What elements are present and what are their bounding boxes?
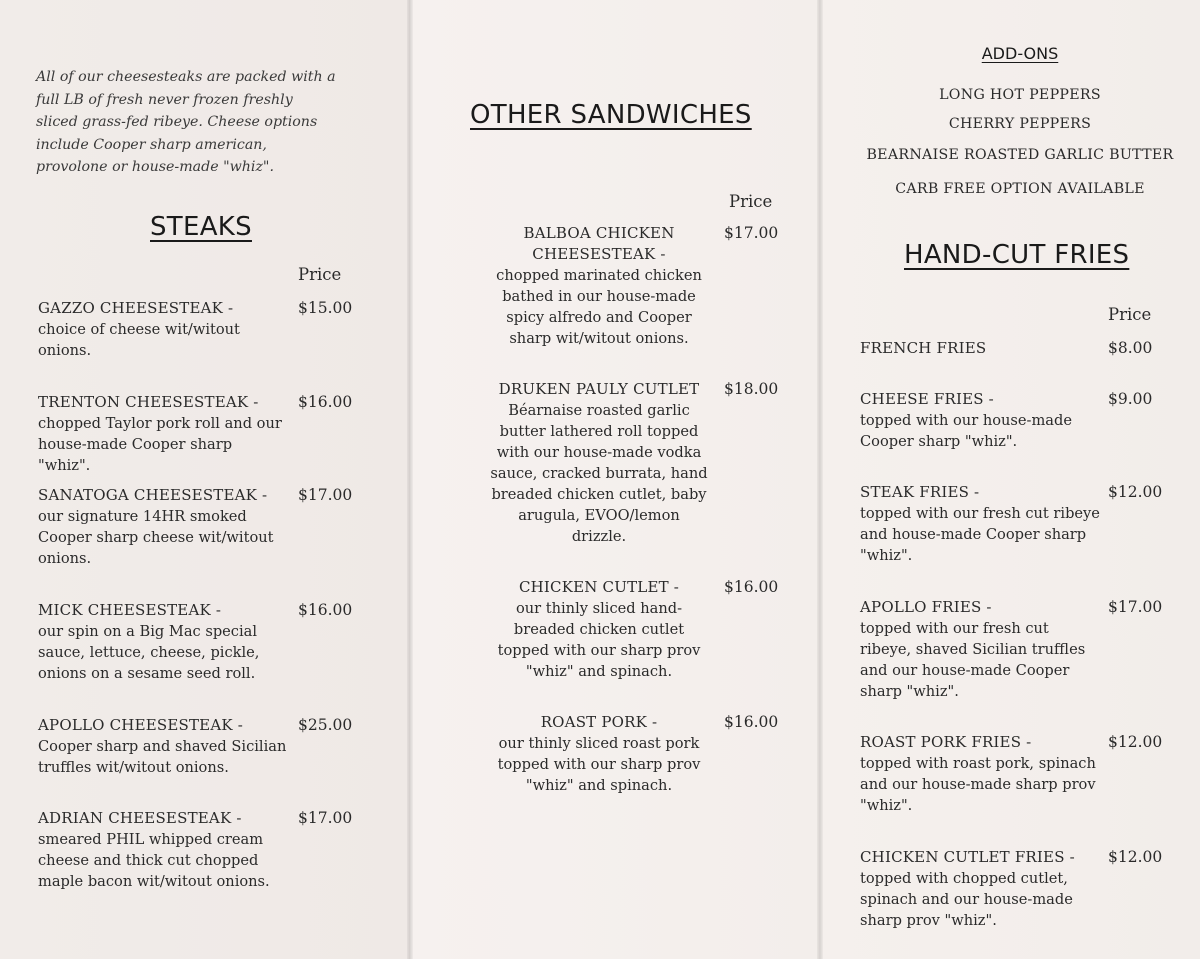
item-price: $25.00 bbox=[298, 716, 353, 734]
menu-item bbox=[860, 732, 1163, 816]
menu-item bbox=[38, 715, 353, 778]
item-description: topped with our fresh cut ribeye, shaved Sicilian truffles and our house-made Cooper sharp "whiz". bbox=[860, 620, 1086, 700]
item-description: chopped marinated chicken bathed in our house-made spicy alfredo and Cooper sharp wit/witout onions. bbox=[496, 267, 702, 347]
item-name: CHICKEN CUTLET - bbox=[518, 578, 680, 596]
item-description: choice of cheese wit/witout onions. bbox=[38, 321, 240, 359]
item-name: GAZZO CHEESESTEAK - bbox=[38, 299, 234, 317]
item-price: $16.00 bbox=[298, 393, 353, 411]
menu-item bbox=[38, 485, 353, 569]
item-description: our spin on a Big Mac special sauce, lettuce, cheese, pickle, onions on a sesame seed roll. bbox=[38, 623, 260, 682]
item-name: CHICKEN CUTLET FRIES - bbox=[860, 848, 1075, 866]
sandwiches-heading: OTHER SANDWICHES bbox=[470, 100, 752, 130]
fold-crease bbox=[407, 0, 413, 959]
item-name: MICK CHEESESTEAK - bbox=[38, 601, 222, 619]
item-price: $15.00 bbox=[298, 299, 353, 317]
menu-item bbox=[38, 600, 353, 684]
menu-item bbox=[38, 298, 353, 361]
fries-price-header: Price bbox=[1108, 305, 1152, 324]
menu-item bbox=[490, 577, 779, 682]
item-name: APOLLO CHEESESTEAK - bbox=[38, 716, 243, 734]
item-price: $16.00 bbox=[298, 601, 353, 619]
item-name: BALBOA CHICKEN CHEESESTEAK - bbox=[523, 224, 675, 263]
item-description: our thinly sliced hand-breaded chicken cutlet topped with our sharp prov "whiz" and spinach. bbox=[497, 600, 701, 680]
item-description: smeared PHIL whipped cream cheese and thick cut chopped maple bacon wit/witout onions. bbox=[38, 831, 270, 890]
item-price: $17.00 bbox=[724, 224, 779, 242]
addon-item: LONG HOT PEPPERS bbox=[939, 87, 1101, 103]
item-name: SANATOGA CHEESESTEAK - bbox=[38, 486, 268, 504]
item-description: topped with our fresh cut ribeye and house-made Cooper sharp "whiz". bbox=[860, 505, 1100, 564]
menu-item bbox=[860, 389, 1153, 452]
menu-item bbox=[860, 338, 1153, 359]
addons-heading: ADD-ONS bbox=[981, 44, 1059, 63]
steaks-price-header: Price bbox=[298, 265, 342, 284]
menu-item bbox=[490, 223, 779, 349]
menu-item bbox=[38, 808, 353, 892]
item-price: $17.00 bbox=[298, 809, 353, 827]
item-price: $12.00 bbox=[1108, 483, 1163, 501]
item-description: topped with chopped cutlet, spinach and our house-made sharp prov "whiz". bbox=[860, 870, 1073, 929]
menu-item bbox=[860, 482, 1163, 566]
item-name: ROAST PORK - bbox=[540, 713, 658, 731]
sandwiches-price-header: Price bbox=[729, 192, 773, 211]
item-price: $12.00 bbox=[1108, 848, 1163, 866]
addon-item: CARB FREE OPTION AVAILABLE bbox=[895, 181, 1145, 197]
item-name: ADRIAN CHEESESTEAK - bbox=[38, 809, 242, 827]
menu-item bbox=[490, 712, 779, 796]
item-name: APOLLO FRIES - bbox=[860, 598, 992, 616]
item-price: $16.00 bbox=[724, 713, 779, 731]
item-description: topped with roast pork, spinach and our house-made sharp prov "whiz". bbox=[860, 755, 1096, 814]
steaks-heading: STEAKS bbox=[150, 212, 252, 242]
item-description: Cooper sharp and shaved Sicilian truffles wit/witout onions. bbox=[38, 738, 287, 776]
item-description: our signature 14HR smoked Cooper sharp cheese wit/witout onions. bbox=[38, 508, 274, 567]
item-price: $8.00 bbox=[1108, 339, 1153, 357]
menu-item bbox=[860, 597, 1163, 702]
item-description: our thinly sliced roast pork topped with our sharp prov "whiz" and spinach. bbox=[497, 735, 701, 794]
item-description: topped with our house-made Cooper sharp "whiz". bbox=[860, 412, 1072, 450]
item-description: Béarnaise roasted garlic butter lathered roll topped with our house-made vodka sauce, cracked burrata, hand breaded chicken cutlet, baby arugula, EVOO/lemon drizzle. bbox=[490, 402, 708, 545]
intro-text: All of our cheesesteaks are packed with a full LB of fresh never frozen freshly sliced grass-fed ribeye. Cheese options include Cooper sharp american, provolone or house-made "whiz". bbox=[36, 69, 336, 176]
item-name: TRENTON CHEESESTEAK - bbox=[38, 393, 259, 411]
item-price: $17.00 bbox=[298, 486, 353, 504]
item-description: chopped Taylor pork roll and our house-made Cooper sharp "whiz". bbox=[38, 415, 282, 474]
addon-item: BEARNAISE ROASTED GARLIC BUTTER bbox=[866, 147, 1174, 163]
menu-item bbox=[38, 392, 353, 476]
fries-heading: HAND-CUT FRIES bbox=[904, 240, 1130, 270]
item-name: STEAK FRIES - bbox=[860, 483, 980, 501]
item-price: $16.00 bbox=[724, 578, 779, 596]
menu-item bbox=[860, 847, 1163, 931]
addon-item: CHERRY PEPPERS bbox=[948, 116, 1092, 132]
item-name: FRENCH FRIES bbox=[860, 339, 987, 357]
item-name: CHEESE FRIES - bbox=[860, 390, 994, 408]
item-name: ROAST PORK FRIES - bbox=[860, 733, 1032, 751]
item-price: $18.00 bbox=[724, 380, 779, 398]
item-price: $12.00 bbox=[1108, 733, 1163, 751]
item-price: $17.00 bbox=[1108, 598, 1163, 616]
item-name: DRUKEN PAULY CUTLET bbox=[498, 380, 700, 398]
fold-crease bbox=[817, 0, 823, 959]
item-price: $9.00 bbox=[1108, 390, 1153, 408]
menu-item bbox=[490, 379, 779, 547]
